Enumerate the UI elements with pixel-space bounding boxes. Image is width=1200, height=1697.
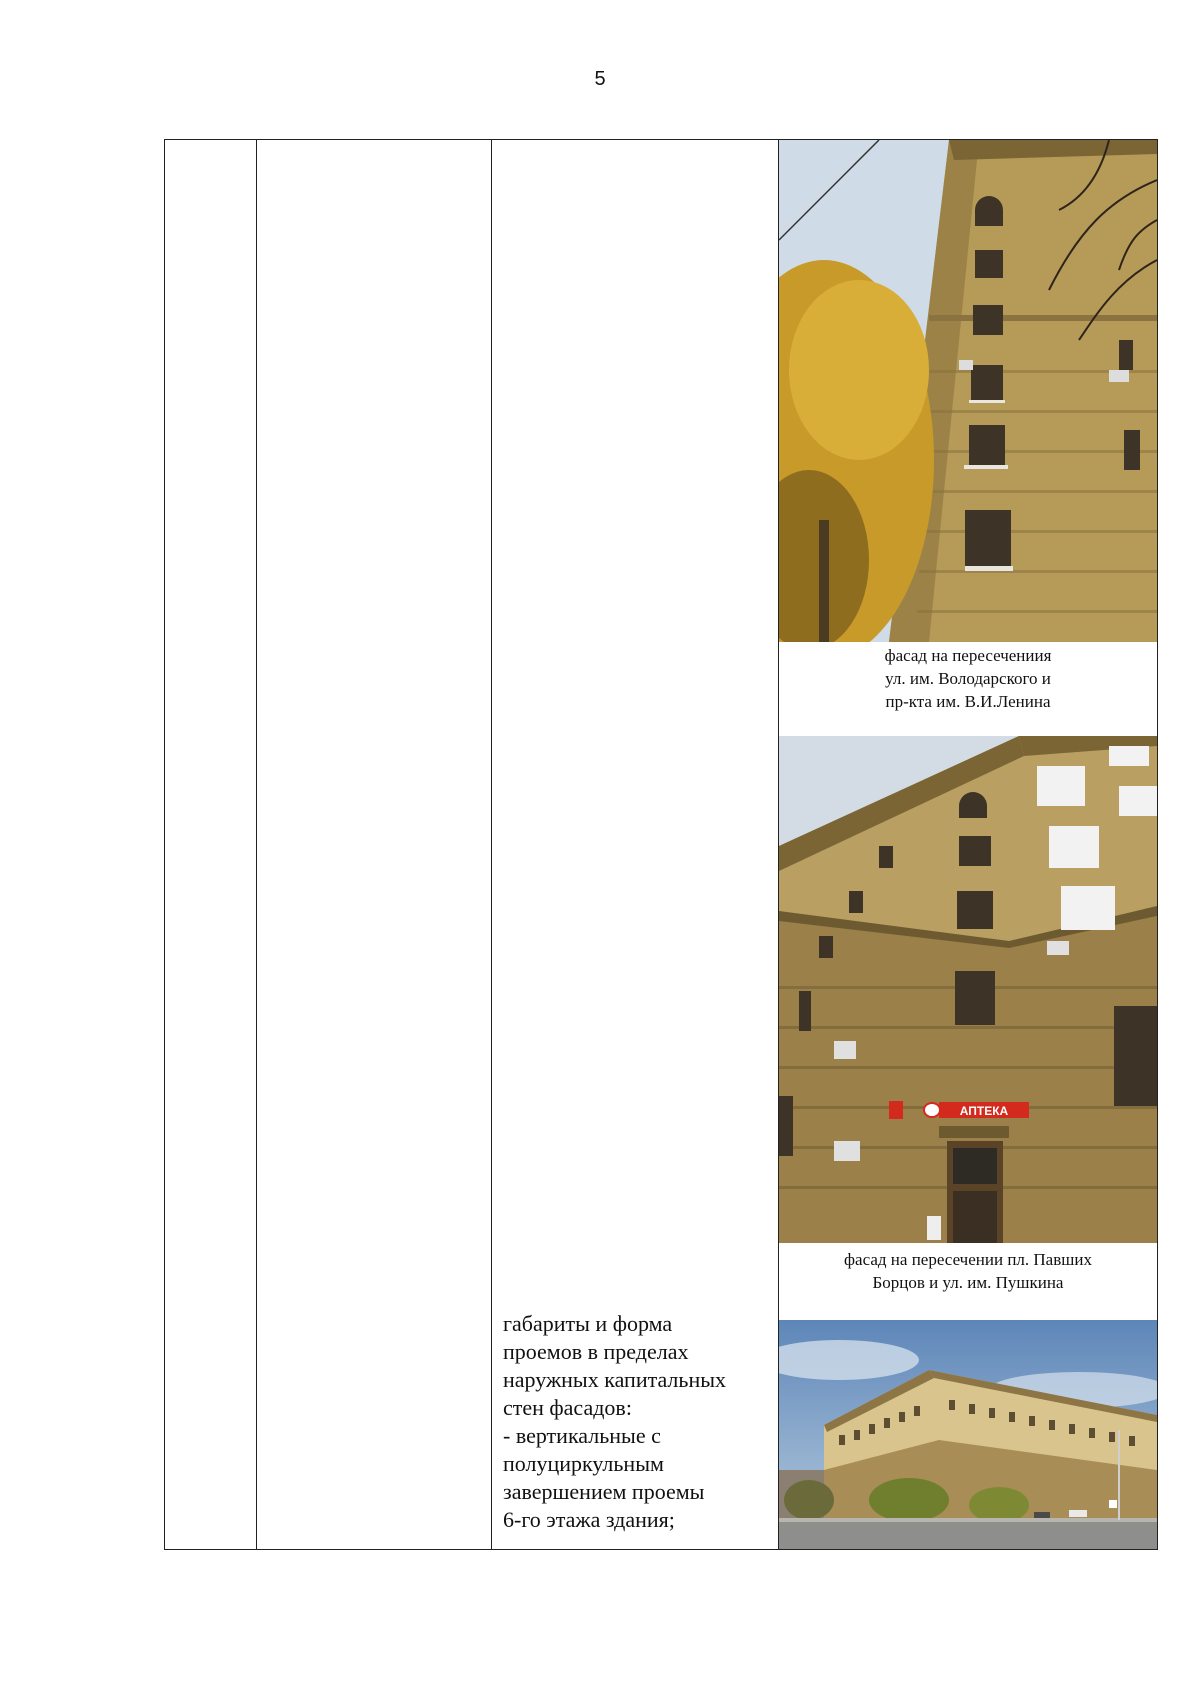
caption-line: пр-кта им. В.И.Ленина: [885, 692, 1051, 711]
description-line: габариты и форма: [503, 1311, 673, 1336]
facade-photo-corner-pushkina: [779, 736, 1157, 1243]
page-number: 5: [594, 68, 606, 90]
description-line: проемов в пределах: [503, 1339, 689, 1364]
building-general-view-photo: [779, 1320, 1157, 1549]
caption-line: фасад на пересечении пл. Павших: [844, 1250, 1092, 1269]
description-line: завершением проемы: [503, 1479, 705, 1504]
table-column-divider: [256, 140, 257, 1549]
photo-caption: [779, 644, 1157, 713]
description-line: наружных капитальных: [503, 1367, 726, 1392]
facade-photo-corner-volodarskogo: [779, 140, 1157, 642]
photo-caption: [779, 1248, 1157, 1294]
table-column-divider: [491, 140, 492, 1549]
document-table: [164, 139, 1158, 1550]
description-cell: [503, 1310, 773, 1534]
description-line: стен фасадов:: [503, 1395, 632, 1420]
caption-line: Борцов и ул. им. Пушкина: [872, 1273, 1064, 1292]
caption-line: фасад на пересечениия: [884, 646, 1052, 665]
description-line: - вертикальные с: [503, 1423, 661, 1448]
description-line: 6-го этажа здания;: [503, 1507, 675, 1532]
pharmacy-sign-text: АПТЕКА: [959, 1104, 1009, 1118]
caption-line: ул. им. Володарского и: [885, 669, 1051, 688]
description-line: полуциркульным: [503, 1451, 664, 1476]
